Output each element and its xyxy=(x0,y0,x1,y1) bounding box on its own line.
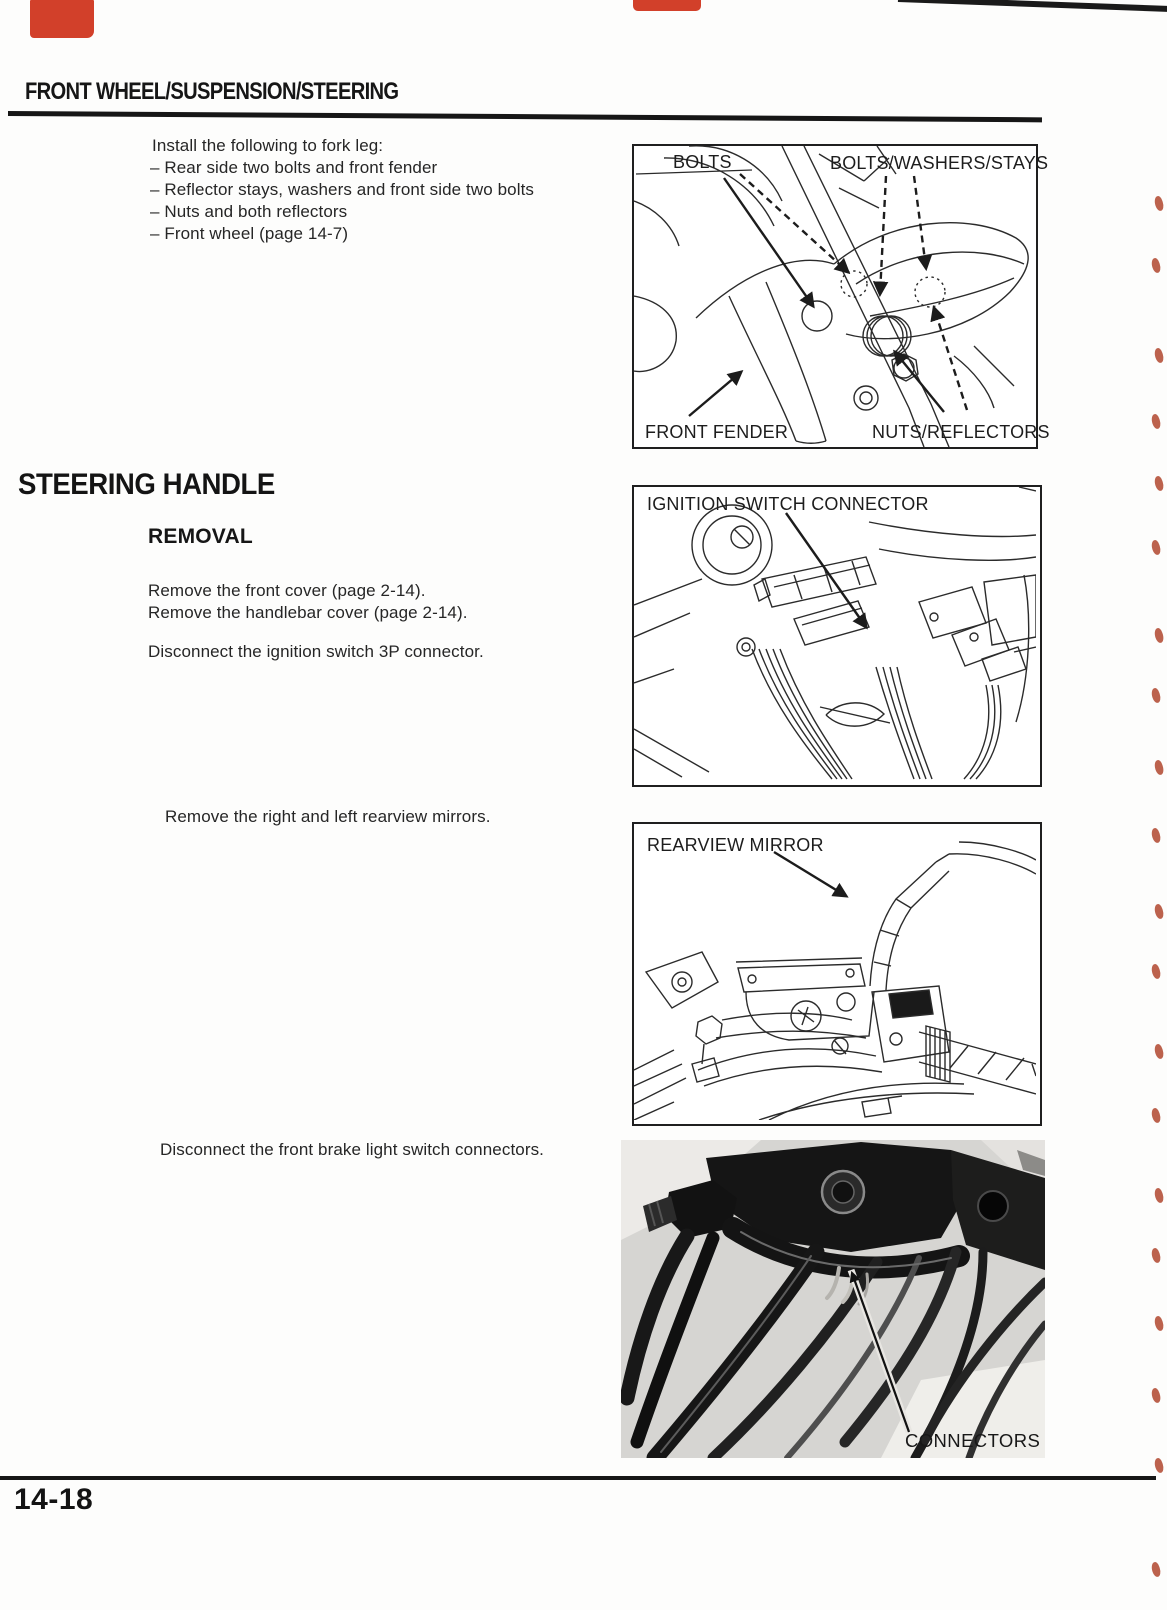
red-corner-mark xyxy=(30,0,94,38)
page-edge-mark xyxy=(1153,1187,1165,1204)
page-edge-mark xyxy=(1150,1247,1162,1264)
figure-ignition-connector xyxy=(632,485,1042,787)
label-front-fender: FRONT FENDER xyxy=(645,422,789,442)
page-edge-mark xyxy=(1150,413,1162,430)
label-bolts: BOLTS xyxy=(673,152,732,172)
figure-rearview-mirror xyxy=(632,822,1042,1126)
footer-rule xyxy=(0,1476,1156,1480)
page-number: 14-18 xyxy=(14,1483,94,1516)
page-edge-mark xyxy=(1150,963,1162,980)
para-disconnect-ignition: Disconnect the ignition switch 3P connector. xyxy=(148,642,484,661)
page-edge-mark xyxy=(1153,759,1165,776)
page-edge-mark xyxy=(1153,903,1165,920)
page-edge-mark xyxy=(1153,195,1165,212)
page-edge-mark xyxy=(1153,475,1165,492)
para-remove-front-cover: Remove the front cover (page 2-14). xyxy=(148,581,426,600)
page-edge-mark xyxy=(1153,1043,1165,1060)
label-ignition-switch-connector: IGNITION SWITCH CONNECTOR xyxy=(647,494,929,514)
para-remove-handlebar-cover: Remove the handlebar cover (page 2-14). xyxy=(148,603,468,622)
page-edge-mark xyxy=(1153,347,1165,364)
page-title: FRONT WHEEL/SUSPENSION/STEERING xyxy=(25,78,399,105)
page-edge-mark xyxy=(1150,1107,1162,1124)
intro-item: – Rear side two bolts and front fender xyxy=(150,158,438,177)
intro-item: – Reflector stays, washers and front side two bolts xyxy=(150,180,534,199)
rearview-mirror-drawing xyxy=(634,824,1036,1120)
connectors-photo-image xyxy=(621,1140,1045,1458)
subsection-title: REMOVAL xyxy=(148,525,253,548)
red-top-mark xyxy=(633,0,701,11)
label-bolts-washers-stays: BOLTS/WASHERS/STAYS xyxy=(830,153,1049,173)
title-underline xyxy=(8,111,1042,122)
intro-item: – Nuts and both reflectors xyxy=(150,202,348,221)
page-edge-mark xyxy=(1153,1315,1165,1332)
ignition-connector-drawing xyxy=(634,487,1036,781)
page-edge-mark xyxy=(1150,827,1162,844)
intro-lead: Install the following to fork leg: xyxy=(152,136,384,155)
para-disconnect-brake-switch: Disconnect the front brake light switch connectors. xyxy=(160,1140,545,1159)
label-nuts-reflectors: NUTS/REFLECTORS xyxy=(872,422,1050,442)
section-title: STEERING HANDLE xyxy=(18,468,275,501)
intro-item: – Front wheel (page 14-7) xyxy=(150,224,349,243)
page-edge-mark xyxy=(1153,1457,1165,1474)
label-connectors: CONNECTORS xyxy=(905,1430,1041,1451)
para-remove-mirrors: Remove the right and left rearview mirrors. xyxy=(165,807,491,826)
page-edge-mark xyxy=(1150,1561,1162,1578)
page-edge-mark xyxy=(1150,687,1162,704)
page-edge-mark xyxy=(1153,627,1165,644)
scan-edge-artifact xyxy=(898,0,1167,13)
label-rearview-mirror: REARVIEW MIRROR xyxy=(647,835,824,855)
page-edge-mark xyxy=(1150,257,1162,274)
front-fender-drawing xyxy=(634,146,1036,447)
photo-brake-switch-connectors xyxy=(621,1140,1045,1458)
page-edge-mark xyxy=(1150,539,1162,556)
figure-front-fender xyxy=(632,144,1050,449)
page-edge-mark xyxy=(1150,1387,1162,1404)
